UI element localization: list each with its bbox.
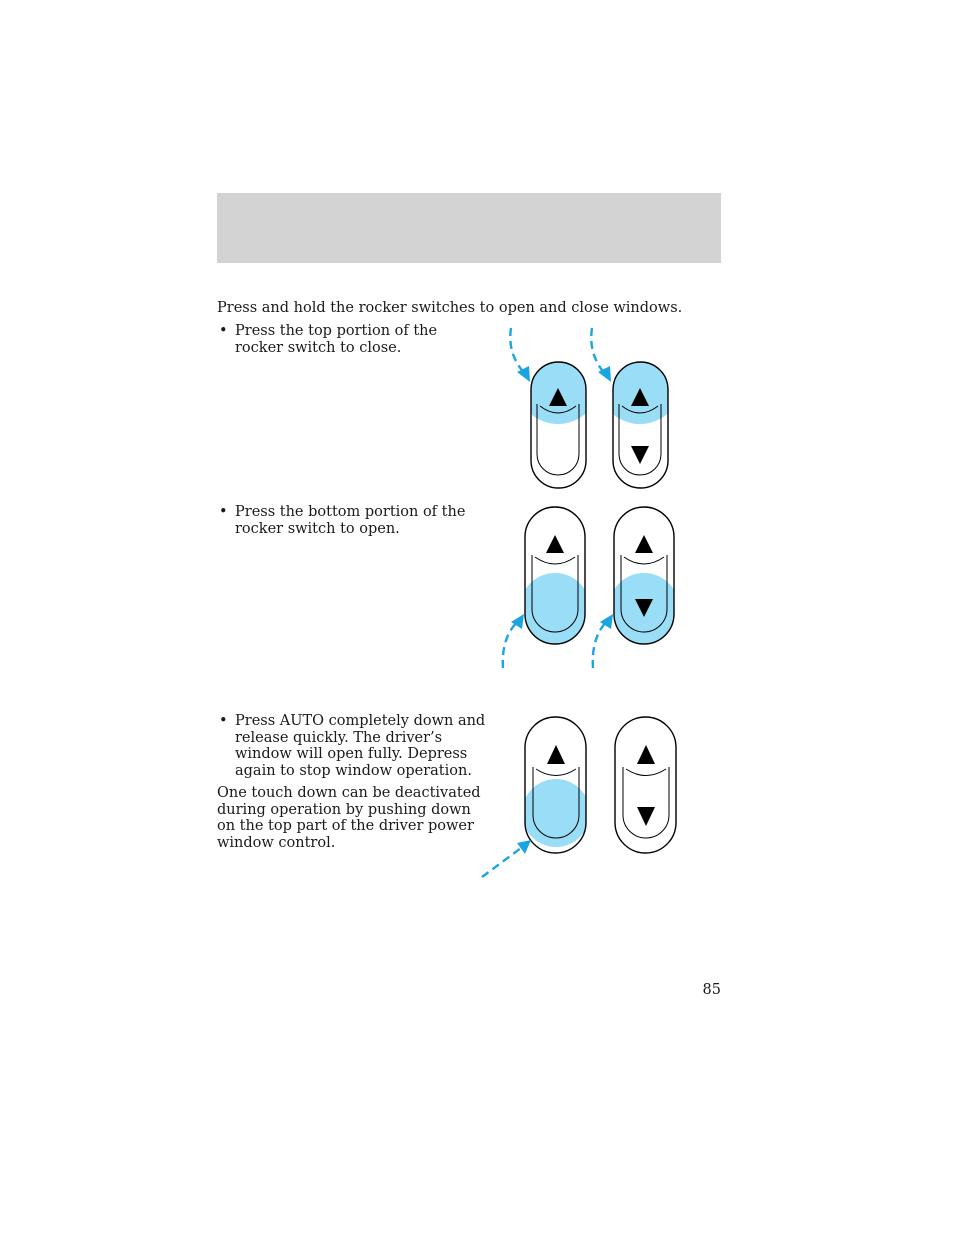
- switch-inner-outline: [623, 767, 669, 838]
- bullet-open: [217, 504, 465, 537]
- dashed-arrow-icon: [503, 614, 524, 668]
- intro-text: Press and hold the rocker switches to open and close windows.: [217, 300, 683, 316]
- up-triangle-icon: [637, 745, 655, 764]
- down-triangle-icon: [637, 807, 655, 826]
- section-header-band: [217, 193, 721, 263]
- note-line: window control.: [217, 834, 336, 851]
- press-highlight: [516, 340, 600, 424]
- note-line: One touch down can be deactivated: [217, 785, 481, 801]
- press-highlight: [522, 779, 590, 847]
- bullet-auto: [217, 713, 485, 779]
- bullet-line: release quickly. The driver’s: [235, 729, 443, 746]
- note-line: on the top part of the driver power: [217, 818, 474, 834]
- switch-outline: [615, 717, 676, 853]
- figure-close-switches: [495, 320, 685, 495]
- switch-rocker-line: [626, 769, 666, 776]
- bullet-close: [217, 323, 437, 356]
- switch-rocker-line: [536, 769, 576, 776]
- bullet-marker: •: [219, 713, 228, 729]
- switch-passenger: [609, 507, 679, 644]
- up-triangle-icon: [547, 745, 565, 764]
- bullet-line: rocker switch to open.: [235, 520, 400, 537]
- bullet-line: again to stop window operation.: [235, 762, 472, 779]
- up-triangle-icon: [546, 535, 564, 553]
- bullet-line: rocker switch to close.: [235, 339, 402, 356]
- dashed-arrow-icon: [510, 328, 530, 382]
- switch-passenger: [598, 340, 682, 488]
- switch-rocker-line: [535, 557, 575, 564]
- press-highlight: [598, 340, 682, 424]
- dashed-arrow-icon: [591, 328, 611, 382]
- down-triangle-icon: [631, 446, 649, 464]
- bullet-line: Press AUTO completely down and: [235, 713, 486, 729]
- switch-driver: [520, 507, 590, 644]
- page-number: 85: [702, 982, 721, 998]
- figure-open-switches: [495, 505, 685, 680]
- switch-driver: [522, 717, 590, 853]
- dashed-arrow-icon: [482, 840, 531, 877]
- bullet-marker: •: [219, 323, 228, 339]
- figure-auto-switches: [475, 712, 685, 882]
- bullet-line: window will open fully. Depress: [235, 746, 468, 762]
- switch-passenger: [615, 717, 676, 853]
- note-paragraph: [217, 785, 481, 851]
- note-line: during operation by pushing down: [217, 801, 471, 818]
- up-triangle-icon: [635, 535, 653, 553]
- bullet-line: Press the top portion of the: [235, 323, 438, 339]
- bullet-line: Press the bottom portion of the: [235, 504, 466, 520]
- bullet-marker: •: [219, 504, 228, 520]
- switch-driver: [516, 340, 600, 488]
- dashed-arrow-icon: [593, 614, 613, 668]
- switch-rocker-line: [624, 557, 664, 564]
